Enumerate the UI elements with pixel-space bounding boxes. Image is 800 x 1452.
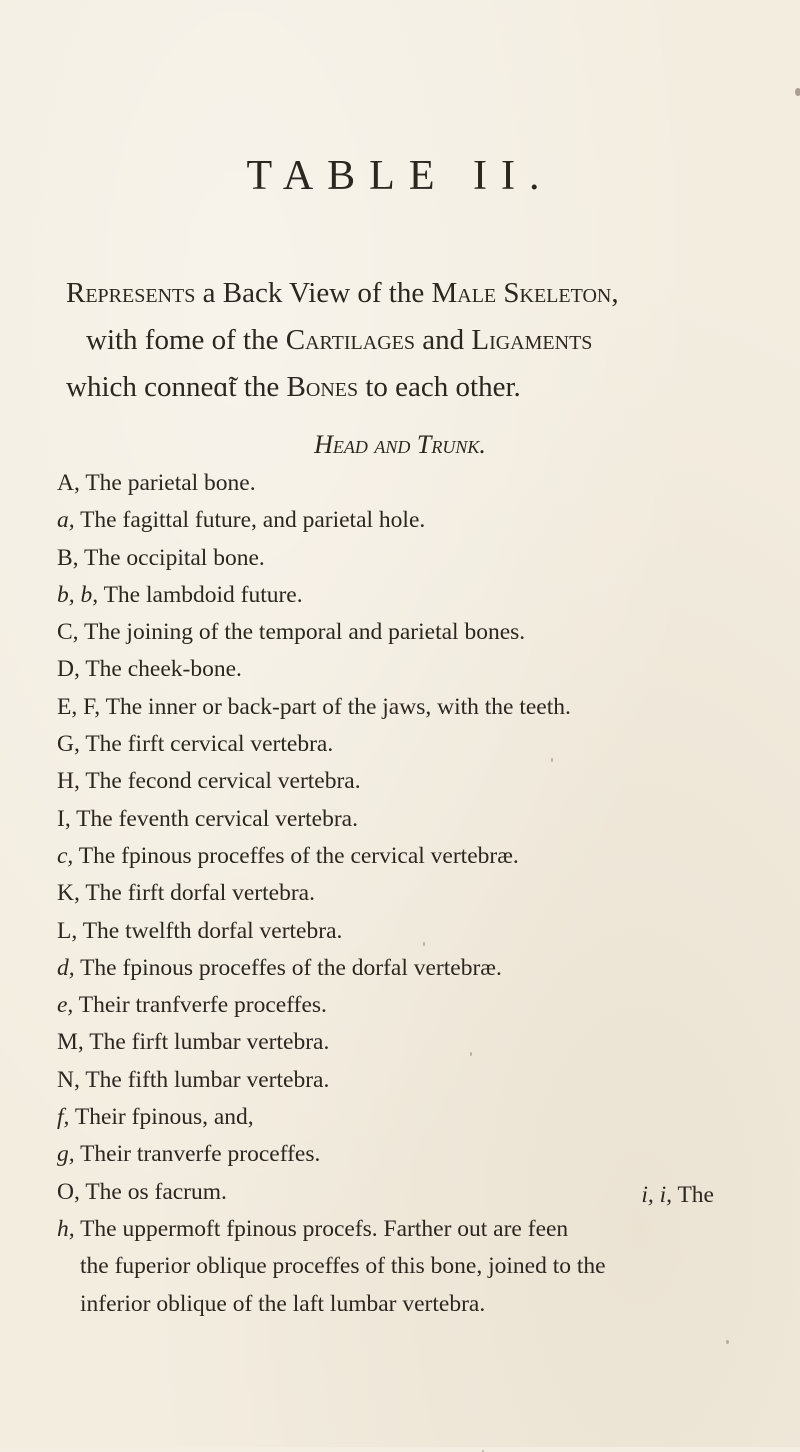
intro-fragment: Represents <box>66 277 196 309</box>
legend-entry <box>57 1062 777 1099</box>
entry-text: The feventh cervical vertebra. <box>76 805 358 832</box>
entry-key: L, <box>57 917 78 944</box>
intro-fragment: Bones <box>286 371 359 403</box>
entry-key: M, <box>57 1029 84 1056</box>
entry-key: b, b, <box>57 581 99 608</box>
entry-text: The fifth lumbar vertebra. <box>85 1066 330 1093</box>
legend-entry <box>57 1024 777 1061</box>
entry-key: d, <box>57 954 75 981</box>
intro-line-1 <box>66 270 766 317</box>
intro-fragment: Skeleton <box>503 277 612 309</box>
intro-fragment: a Back View of the <box>195 277 432 309</box>
entry-continuation: the fuperior oblique proceffes of this bone, joined to the <box>80 1253 606 1280</box>
entry-text: The firft cervical vertebra. <box>85 731 334 758</box>
catchword-key: i, i, <box>641 1182 672 1208</box>
entry-text: The twelfth dorfal vertebra. <box>82 917 343 944</box>
entry-text: The parietal bone. <box>85 470 256 496</box>
catchword-text: The <box>677 1182 714 1208</box>
entry-key: H, <box>57 768 80 795</box>
paper-speck <box>726 1340 729 1344</box>
legend-entry <box>57 651 777 688</box>
intro-line-3 <box>66 364 766 411</box>
entry-key: f, <box>57 1104 70 1131</box>
entry-key: e, <box>57 992 74 1019</box>
entry-key: h, <box>57 1215 75 1242</box>
entry-key: c, <box>57 842 74 869</box>
entry-text: The os facrum. <box>85 1178 227 1205</box>
entry-continuation: inferior oblique of the laft lumbar vertebra. <box>80 1290 486 1317</box>
intro-fragment: Male <box>431 277 497 309</box>
legend-entry <box>57 502 777 539</box>
entry-key: E, F, <box>57 693 101 720</box>
entry-text: The joining of the temporal and parietal bones. <box>84 619 526 646</box>
entry-text: Their tranverfe proceffes. <box>80 1141 321 1168</box>
legend-entry <box>57 465 777 502</box>
entry-key: I, <box>57 805 71 832</box>
entry-key: g, <box>57 1141 75 1168</box>
intro-fragment: which conneɑ̃t the <box>66 371 287 403</box>
intro-fragment: Cartilages <box>285 324 415 356</box>
entry-key: O, <box>57 1178 80 1205</box>
entry-text: Their tranfverfe proceffes. <box>78 992 327 1019</box>
intro-fragment: Ligaments <box>471 324 593 356</box>
legend-entry <box>57 689 777 726</box>
entry-text: The inner or back-part of the jaws, with the teeth. <box>105 693 571 720</box>
entry-text: The fecond cervical vertebra. <box>85 768 361 795</box>
legend-entry <box>57 801 777 838</box>
entry-text: The fagittal future, and parietal hole. <box>80 507 426 534</box>
legend-entry <box>57 950 777 987</box>
legend-entry <box>57 614 777 651</box>
paper-speck <box>470 1052 472 1056</box>
legend-entry <box>57 540 777 577</box>
entry-text: The cheek-bone. <box>85 656 242 683</box>
entry-key: K, <box>57 880 80 907</box>
entry-key: A, <box>57 470 80 496</box>
legend-entry <box>57 763 777 800</box>
legend-entry <box>57 726 777 763</box>
entry-text: The lambdoid future. <box>103 581 303 608</box>
entry-key: D, <box>57 656 80 683</box>
entry-key: N, <box>57 1066 80 1093</box>
paper-speck <box>423 942 425 946</box>
legend-entry <box>57 1211 777 1248</box>
legend-entry <box>57 1136 777 1173</box>
catchword <box>0 1182 714 1209</box>
intro-fragment: to each other. <box>358 371 521 403</box>
entry-text: Their fpinous, and, <box>74 1104 254 1131</box>
paper-speck <box>795 88 800 96</box>
paper-speck <box>551 758 553 762</box>
legend-entry <box>57 838 777 875</box>
legend-entry <box>57 913 777 950</box>
entry-text: The fpinous proceffes of the cervical vertebræ. <box>78 842 519 869</box>
section-heading: Head and Trunk. <box>314 430 486 459</box>
entry-key: a, <box>57 507 75 534</box>
intro-fragment: and <box>414 324 472 356</box>
entry-text: The uppermoft fpinous procefs. Farther out are feen <box>80 1215 569 1242</box>
intro-line-2 <box>66 317 766 364</box>
entry-key: C, <box>57 619 79 646</box>
entry-text: The firft dorfal vertebra. <box>85 880 315 907</box>
legend-entry <box>57 577 777 614</box>
entry-text: The occipital bone. <box>84 544 265 571</box>
intro-fragment: , <box>611 277 619 309</box>
page-title: TABLE II. <box>246 153 554 199</box>
intro-paragraph <box>66 270 766 411</box>
legend-entry <box>57 1099 777 1136</box>
entry-text: The firft lumbar vertebra. <box>89 1029 330 1056</box>
entry-text: The fpinous proceffes of the dorfal vertebræ. <box>80 954 502 981</box>
intro-fragment: with fome of the <box>86 324 286 356</box>
entry-key: B, <box>57 544 79 571</box>
legend-entry <box>57 987 777 1024</box>
entry-key: G, <box>57 731 80 758</box>
legend-entry <box>57 875 777 912</box>
